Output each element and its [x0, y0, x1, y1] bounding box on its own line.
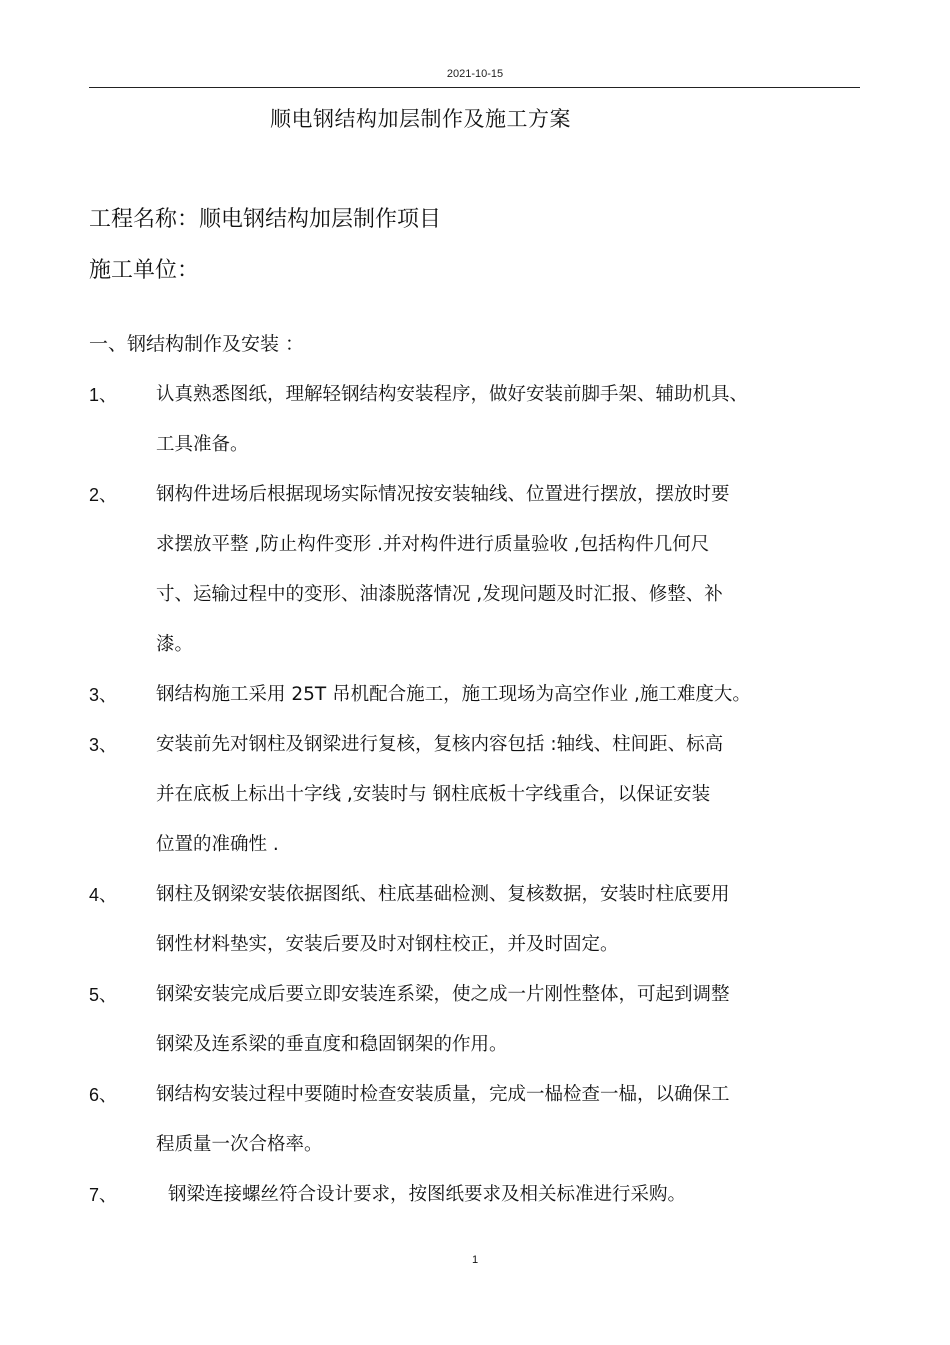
item-text-line: 钢构件进场后根据现场实际情况按安装轴线、位置进行摆放，摆放时要 — [156, 484, 730, 505]
item-text-line: 工具准备。 — [156, 434, 249, 455]
item-text-line: 钢梁及连系梁的垂直度和稳固钢架的作用。 — [156, 1034, 508, 1055]
item-text-line: 钢结构施工采用 25T 吊机配合施工，施工现场为高空作业 ,施工难度大。 — [156, 684, 751, 705]
page-number: 1 — [471, 1254, 479, 1266]
project-name-line: 工程名称：顺电钢结构加层制作项目 — [89, 207, 442, 232]
item-text-line: 钢柱及钢梁安装依据图纸、柱底基础检测、复核数据，安装时柱底要用 — [156, 884, 730, 905]
item-text-line: 位置的准确性 . — [156, 834, 279, 855]
item-text-line: 漆。 — [156, 634, 194, 655]
item-number: 5、 — [89, 985, 118, 1005]
item-number: 2、 — [89, 485, 118, 505]
document-title: 顺电钢结构加层制作及施工方案 — [270, 107, 571, 131]
item-text-line: 并在底板上标出十字线 ,安装时与 钢柱底板十字线重合，以保证安装 — [156, 784, 711, 805]
item-text-line: 钢梁安装完成后要立即安装连系梁，使之成一片刚性整体，可起到调整 — [156, 984, 730, 1005]
item-number: 3、 — [89, 685, 118, 705]
item-text-line: 寸、运输过程中的变形、油漆脱落情况 ,发现问题及时汇报、修整、补 — [156, 584, 723, 605]
construction-unit-line: 施工单位： — [89, 258, 200, 283]
header-date: 2021-10-15 — [446, 68, 504, 80]
item-number: 7、 — [89, 1185, 118, 1205]
item-number: 6、 — [89, 1085, 118, 1105]
item-text-line: 求摆放平整 ,防止构件变形 .并对构件进行质量验收 ,包括构件几何尺 — [156, 534, 710, 555]
item-text-line: 钢结构安装过程中要随时检查安装质量，完成一榀检查一榀，以确保工 — [156, 1084, 730, 1105]
item-text-line: 钢性材料垫实，安装后要及时对钢柱校正，并及时固定。 — [156, 934, 619, 955]
section-heading: 一、钢结构制作及安装 ： — [89, 333, 305, 355]
item-text-line: 安装前先对钢柱及钢梁进行复核，复核内容包括 :轴线、柱间距、标高 — [156, 734, 724, 755]
item-number: 1、 — [89, 385, 118, 405]
item-text-line: 认真熟悉图纸，理解轻钢结构安装程序，做好安装前脚手架、辅助机具、 — [156, 384, 749, 405]
item-text-line: 钢梁连接螺丝符合设计要求，按图纸要求及相关标准进行采购。 — [168, 1184, 687, 1205]
item-text-line: 程质量一次合格率。 — [156, 1134, 323, 1155]
item-number: 4、 — [89, 885, 118, 905]
item-number: 3、 — [89, 735, 118, 755]
header-divider — [89, 87, 860, 88]
